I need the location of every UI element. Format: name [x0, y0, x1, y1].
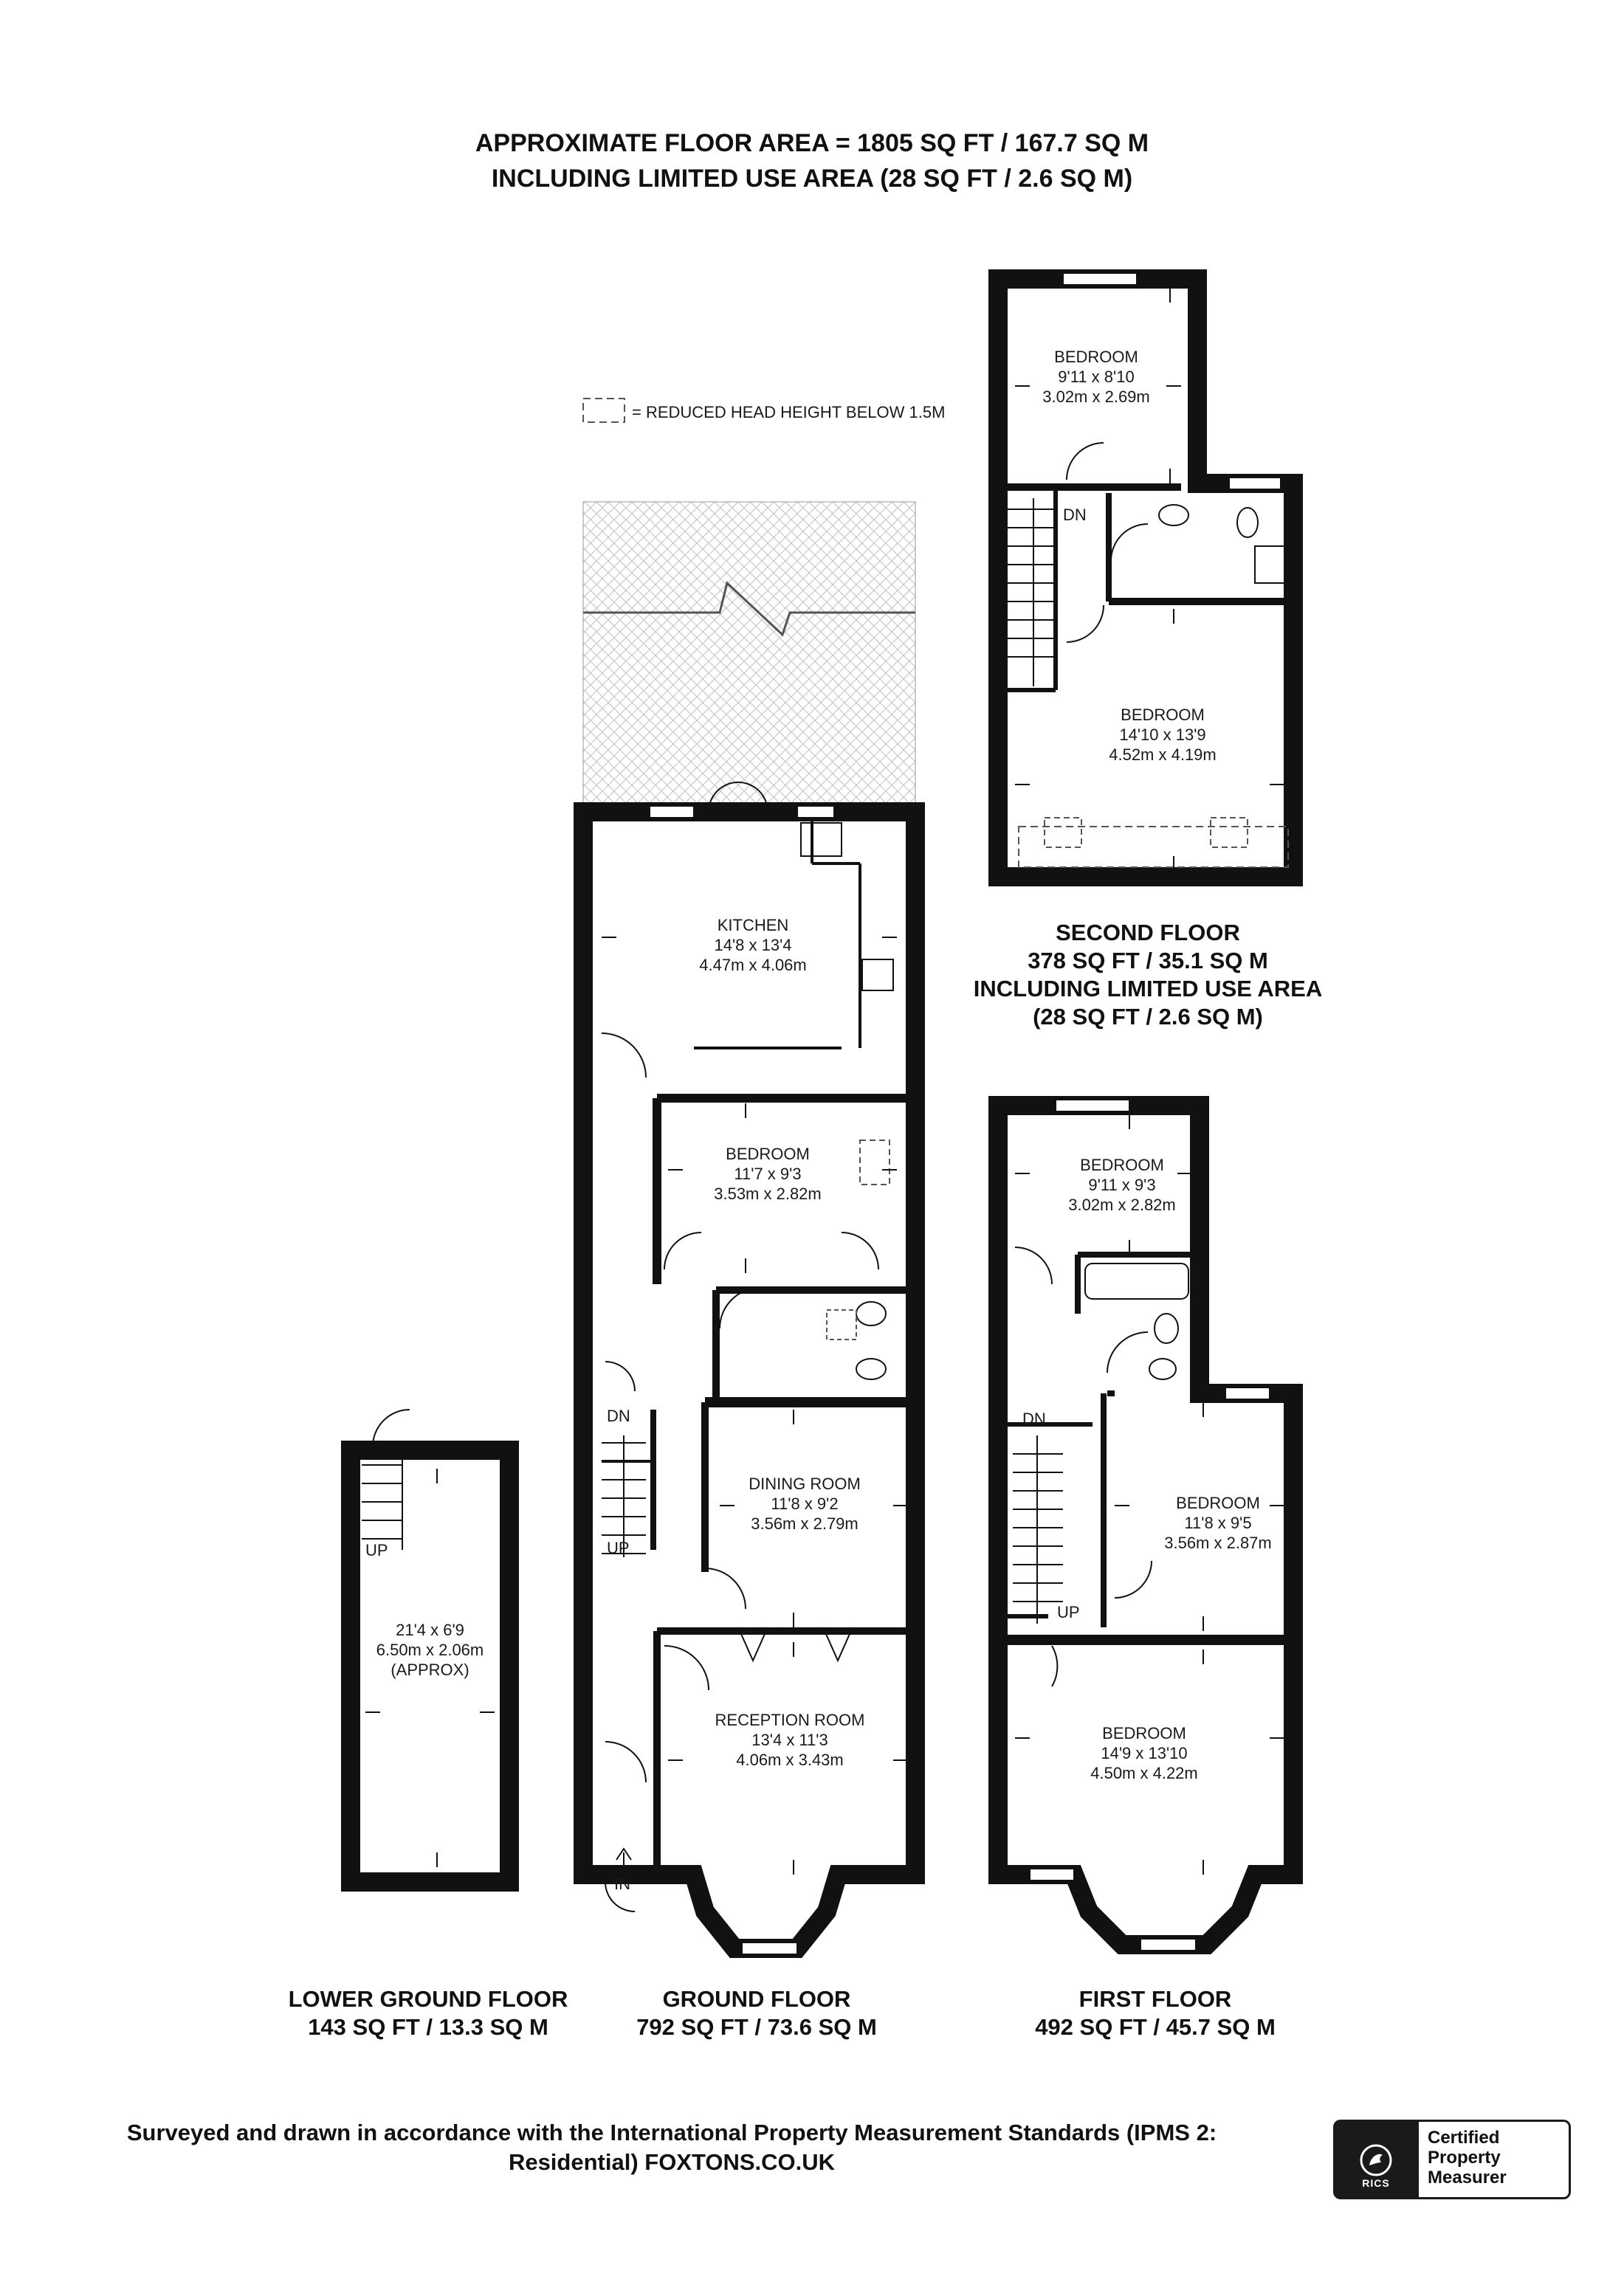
entrance-label: IN — [614, 1875, 630, 1893]
dining-room-label: DINING ROOM 11'8 x 9'2 3.56m x 2.79m — [749, 1475, 861, 1533]
first-floor-bedroom-1-label: BEDROOM 9'11 x 9'3 3.02m x 2.82m — [1068, 1156, 1176, 1214]
lower-ground-floor-caption: LOWER GROUND FLOOR 143 SQ FT / 13.3 SQ M — [288, 1986, 568, 2040]
second-floor-caption: SECOND FLOOR 378 SQ FT / 35.1 SQ M INCLUDING LIMITED USE AREA (28 SQ FT / 2.6 SQ M) — [973, 920, 1323, 1030]
badge-line-1: Certified — [1428, 2128, 1500, 2148]
second-floor-bedroom-1-label: BEDROOM 9'11 x 8'10 3.02m x 2.69m — [1042, 348, 1150, 406]
legend-dashed-box-icon — [583, 399, 625, 422]
first-floor-caption: FIRST FLOOR 492 SQ FT / 45.7 SQ M — [1035, 1986, 1276, 2040]
rics-lion-icon — [1359, 2143, 1393, 2177]
first-floor-bedroom-3-label: BEDROOM 14'9 x 13'10 4.50m x 4.22m — [1090, 1724, 1198, 1782]
rics-certified-badge — [1333, 2120, 1571, 2199]
rics-brand-text: RICS — [1362, 2177, 1390, 2189]
ground-floor-dn-label: DN — [607, 1407, 630, 1425]
kitchen-label: KITCHEN 14'8 x 13'4 4.47m x 4.06m — [699, 916, 807, 974]
second-floor-bedroom-2-label: BEDROOM 14'10 x 13'9 4.52m x 4.19m — [1109, 706, 1217, 764]
first-floor-bedroom-2-label: BEDROOM 11'8 x 9'5 3.56m x 2.87m — [1164, 1494, 1272, 1552]
legend-text: = REDUCED HEAD HEIGHT BELOW 1.5M — [632, 403, 946, 421]
ground-floor-up-label: UP — [607, 1539, 630, 1557]
ground-floor-bedroom-label: BEDROOM 11'7 x 9'3 3.53m x 2.82m — [714, 1145, 822, 1203]
second-floor-dn-label: DN — [1063, 506, 1087, 524]
first-floor-dn-label: DN — [1022, 1410, 1046, 1428]
first-floor-up-label: UP — [1057, 1603, 1080, 1621]
ground-floor-caption: GROUND FLOOR 792 SQ FT / 73.6 SQ M — [636, 1986, 877, 2040]
badge-line-3: Measurer — [1428, 2168, 1507, 2188]
limited-use-area-subtitle: INCLUDING LIMITED USE AREA (28 SQ FT / 2.6 SQ M) — [491, 165, 1133, 193]
floor-area-title: APPROXIMATE FLOOR AREA = 1805 SQ FT / 167.7 SQ M — [475, 129, 1149, 157]
lower-ground-up-label: UP — [365, 1541, 388, 1559]
lower-ground-room-label: 21'4 x 6'9 6.50m x 2.06m (APPROX) — [376, 1621, 484, 1679]
survey-disclaimer: Surveyed and drawn in accordance with the International Property Measurement Standards (IPMS 2: Residential) FOXTONS.CO.UK — [126, 2120, 1217, 2175]
reception-room-label: RECEPTION ROOM 13'4 x 11'3 4.06m x 3.43m — [715, 1711, 865, 1769]
badge-line-2: Property — [1428, 2148, 1501, 2168]
